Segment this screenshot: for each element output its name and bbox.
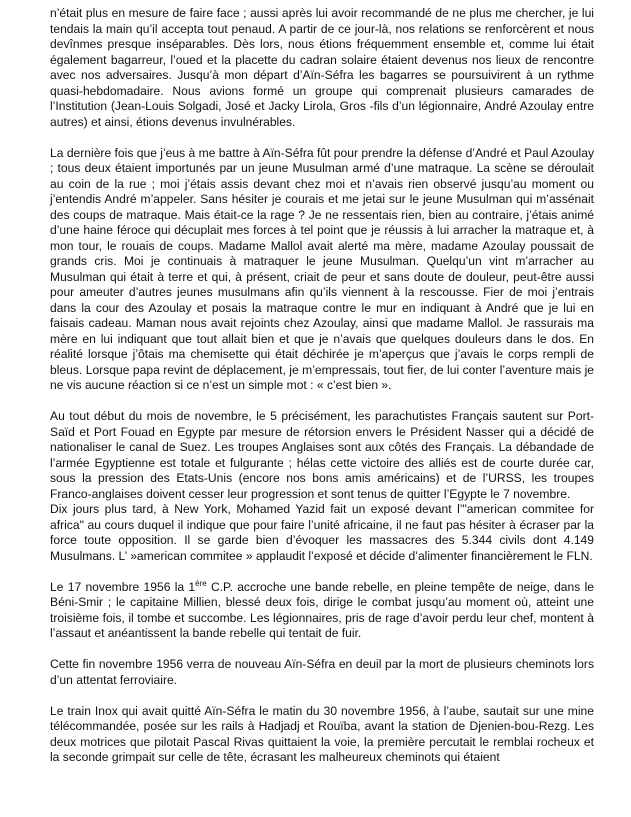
paragraph-new-york: Dix jours plus tard, à New York, Mohamed Yazid fait un exposé devant l’"american commitee for africa" au cours duquel il indique que pour faire l’unité africaine, il ne faut pas hésiter à écraser par la force toute opposition. Il se garde bien d’évoquer les massacres des 5.344 civils dont 4.149 Musulmans. L’ »american commitee » applaudit l’exposé et décide d’alimenter financièrement le FLN. (50, 502, 594, 563)
paragraph-friendship: n’était plus en mesure de faire face ; aussi après lui avoir recommandé de ne plus me chercher, je lui tendais la main qu’il accepta tout penaud. A partir de ce jour-là, nos relations se renforcèrent et nous devînmes presque inséparables. Dès lors, nous étions fréquemment ensemble et, comme lui était également bagarreur, l’oued et la placette du cadran solaire étaient devenus nos lieux de rencontre avec nos adversaires. Jusqu’à mon départ d’Aïn-Séfra les bagarres se poursuivirent à un rythme quasi-hebdomadaire. Nous avions formé un groupe qui comprenait plusieurs camarades de l’Institution (Jean-Louis Solgadi, José et Jacky Lirola, Gros -fils d’un légionnaire, André Azoulay entre autres) et ainsi, étions devenus invulnérables. (50, 6, 594, 129)
paragraph-train-attack: Le train Inox qui avait quitté Aïn-Séfra le matin du 30 novembre 1956, à l’aube, sautait sur une mine télécommandée, posée sur les rails à Hadjadj et Rouïba, avant la station de Djenien-bou-Rezg. Les deux motrices que pilotait Pascal Rivas quittaient la voie, la première percutait le remblai rocheux et la seconde grimpait sur celle de tête, écrasant les malheureux cheminots qui étaient (50, 703, 594, 764)
paragraph-mourning: Cette fin novembre 1956 verra de nouveau Aïn-Séfra en deuil par la mort de plusieurs cheminots lors d’un attentat ferroviaire. (50, 657, 594, 687)
beni-smir-text-start: Le 17 novembre 1956 la 1 (50, 579, 196, 594)
paragraph-last-fight: La dernière fois que j’eus à me battre à Aïn-Séfra fût pour prendre la défense d’André et Paul Azoulay ; tous deux étaient importunés par un jeune Musulman armé d’une matraque. La scène se déroulait au coin de la rue ; moi j’étais assis devant chez moi et n’avais rien observé jusqu’au moment ou j’entendis André m’appeler. Sans hésiter je courais et me jetai sur le jeune Musulman qui m’assénait des coups de matraque. Mais était-ce la rage ? Je ne ressentais rien, bien au contraire, j’étais animé d’une haine féroce qui décuplait mes forces à tel point que je réussis à lui arracher la matraque et, à mon tour, le rouais de coups. Madame Mallol avait alerté ma mère, madame Azoulay poussait de grands cris. Moi je continuais à matraquer le jeune Musulman. Quelqu’un vint m’arracher au Musulman qui était à terre et qui, à présent, criait de peur et sans doute de douleur, peut-être aussi pour ameuter d’autres jeunes musulmans afin qu’ils viennent à la rescousse. Fier de moi j’entrais dans la cour des Azoulay et posais la matraque contre le mur en indiquant à André que je lui en faisais cadeau. Maman nous avait rejoints chez Azoulay, ainsi que madame Mallol. Je rassurais ma mère en lui indiquant que tout allait bien et que je n’avais que quelques douleurs dans le dos. En réalité lorsque j’ôtais ma chemisette qui était déchirée je m’aperçus que j’avais le corps rempli de bleus. Lorsque papa revint de déplacement, je m’empressais, tout fier, de lui conter l’aventure mais je ne vis aucune réaction si ce n’est un simple mot : « c’est bien ». (50, 145, 594, 392)
paragraph-suez: Au tout début du mois de novembre, le 5 précisément, les parachutistes Français sautent sur Port-Saïd et Port Fouad en Egypte par mesure de rétorsion envers le Président Nasser qui a décidé de nationaliser le canal de Suez. Les troupes Anglaises sont aux côtés des Français. La débandade de l’armée Egyptienne est totale et fulgurante ; hélas cette victoire des alliés est de courte durée car, sous la pression des Etats-Unis (encore nos bons amis américains) et de l’URSS, les troupes Franco-anglaises doivent cesser leur progression et sont tenus de quitter l’Egypte le 7 novembre. (50, 409, 594, 501)
ordinal-superscript: ère (195, 578, 207, 588)
beni-smir-text-end: C.P. accroche une bande rebelle, en pleine tempête de neige, dans le Béni-Smir ; le capitaine Millien, blessé deux fois, dirige le combat jusqu’au moment où, atteint une troisième fois, il tombe et succombe. Les légionnaires, pris de rage d’avoir perdu leur chef, montent à l’assaut et anéantissent la bande rebelle qui tentait de fuir. (50, 579, 594, 640)
paragraph-beni-smir (50, 580, 594, 642)
